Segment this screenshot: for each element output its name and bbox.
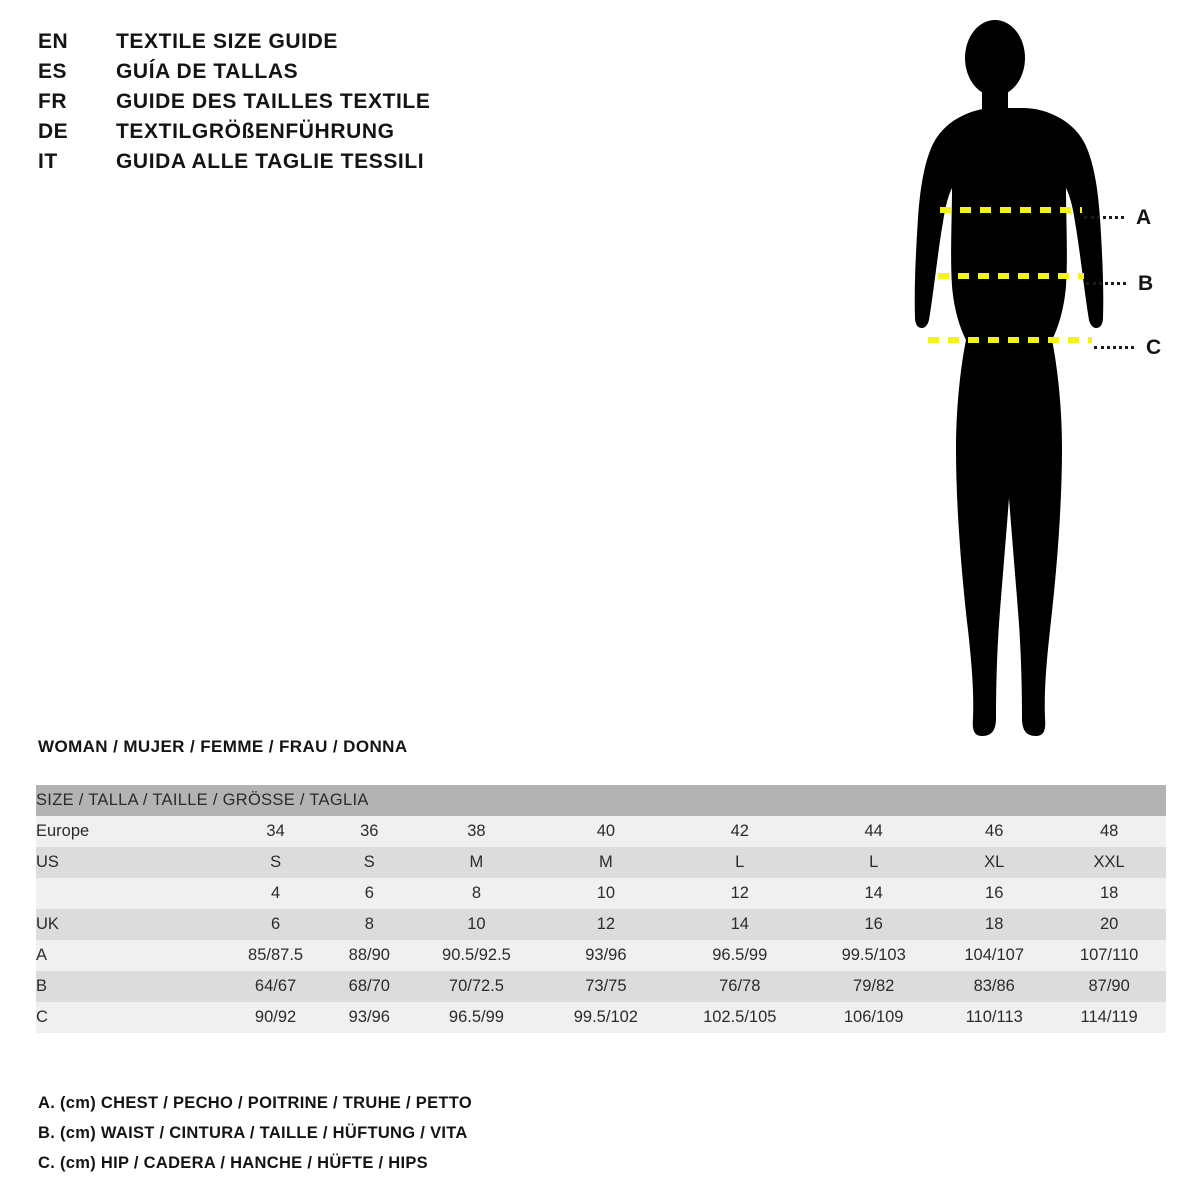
title-row [38, 150, 658, 180]
cell-uk-3: 10 [409, 909, 543, 940]
cell-uk-6: 16 [811, 909, 936, 940]
cell-europe-4: 40 [543, 816, 668, 847]
body-figure [860, 18, 1180, 748]
cell-a-2: 88/90 [329, 940, 409, 971]
table-row [36, 878, 1166, 909]
legend-block [38, 1088, 738, 1178]
cell-b-1: 64/67 [222, 971, 329, 1002]
cell-a-5: 96.5/99 [668, 940, 811, 971]
title-lang-en: EN [38, 30, 69, 53]
cell-b-3: 70/72.5 [409, 971, 543, 1002]
row-label-b: B [36, 971, 222, 1002]
cell-uk-8: 20 [1052, 909, 1166, 940]
cell-b-6: 79/82 [811, 971, 936, 1002]
leader-line-c-icon [1094, 346, 1134, 349]
title-lang-de: DE [38, 120, 69, 143]
cell-europe-8: 48 [1052, 816, 1166, 847]
cell-us-7: XL [936, 847, 1052, 878]
cell-us-2: S [329, 847, 409, 878]
cell-uk-7: 18 [936, 909, 1052, 940]
row-label-c: C [36, 1002, 222, 1033]
table-header-label: SIZE / TALLA / TAILLE / GRÖSSE / TAGLIA [36, 785, 1166, 816]
cell-us-8: XXL [1052, 847, 1166, 878]
cell-uk-1: 6 [222, 909, 329, 940]
female-silhouette-icon [860, 18, 1180, 748]
cell-europe-5: 42 [668, 816, 811, 847]
marker-label-c: C [1146, 335, 1162, 359]
row-label-uk: UK [36, 909, 222, 940]
legend-line-b: B. (cm) WAIST / CINTURA / TAILLE / HÜFTUNG / VITA [38, 1124, 468, 1142]
cell-usnum-1: 4 [222, 878, 329, 909]
cell-uk-5: 14 [668, 909, 811, 940]
table-row [36, 1002, 1166, 1033]
cell-c-4: 99.5/102 [543, 1002, 668, 1033]
marker-a [1084, 205, 1152, 229]
cell-b-7: 83/86 [936, 971, 1052, 1002]
cell-c-2: 93/96 [329, 1002, 409, 1033]
cell-us-1: S [222, 847, 329, 878]
cell-us-6: L [811, 847, 936, 878]
marker-label-b: B [1138, 271, 1154, 295]
table-row [36, 816, 1166, 847]
cell-b-2: 68/70 [329, 971, 409, 1002]
row-label-us-numeric [36, 878, 222, 909]
cell-c-7: 110/113 [936, 1002, 1052, 1033]
leader-line-b-icon [1086, 282, 1126, 285]
cell-us-5: L [668, 847, 811, 878]
title-row [38, 60, 658, 90]
cell-usnum-3: 8 [409, 878, 543, 909]
cell-a-6: 99.5/103 [811, 940, 936, 971]
cell-b-4: 73/75 [543, 971, 668, 1002]
title-row [38, 90, 658, 120]
table-row [36, 940, 1166, 971]
cell-a-8: 107/110 [1052, 940, 1166, 971]
cell-us-4: M [543, 847, 668, 878]
cell-europe-1: 34 [222, 816, 329, 847]
cell-europe-6: 44 [811, 816, 936, 847]
table-row [36, 909, 1166, 940]
size-table [36, 785, 1166, 1033]
table-row [36, 971, 1166, 1002]
marker-label-a: A [1136, 205, 1152, 229]
cell-europe-7: 46 [936, 816, 1052, 847]
row-label-europe: Europe [36, 816, 222, 847]
title-text-it: GUIDA ALLE TAGLIE TESSILI [116, 150, 425, 173]
cell-uk-4: 12 [543, 909, 668, 940]
cell-us-3: M [409, 847, 543, 878]
cell-a-7: 104/107 [936, 940, 1052, 971]
table-row [36, 847, 1166, 878]
cell-usnum-4: 10 [543, 878, 668, 909]
title-row [38, 30, 658, 60]
title-row [38, 120, 658, 150]
cell-usnum-2: 6 [329, 878, 409, 909]
table-header-row [36, 785, 1166, 816]
cell-c-3: 96.5/99 [409, 1002, 543, 1033]
leader-line-a-icon [1084, 216, 1124, 219]
cell-a-4: 93/96 [543, 940, 668, 971]
cell-b-8: 87/90 [1052, 971, 1166, 1002]
cell-usnum-7: 16 [936, 878, 1052, 909]
row-label-a: A [36, 940, 222, 971]
cell-b-5: 76/78 [668, 971, 811, 1002]
cell-c-8: 114/119 [1052, 1002, 1166, 1033]
cell-c-5: 102.5/105 [668, 1002, 811, 1033]
legend-line-a: A. (cm) CHEST / PECHO / POITRINE / TRUHE / PETTO [38, 1094, 472, 1112]
legend-line-c: C. (cm) HIP / CADERA / HANCHE / HÜFTE / HIPS [38, 1154, 428, 1172]
title-text-fr: GUIDE DES TAILLES TEXTILE [116, 90, 431, 113]
cell-europe-3: 38 [409, 816, 543, 847]
title-text-es: GUÍA DE TALLAS [116, 60, 299, 83]
section-title-woman: WOMAN / MUJER / FEMME / FRAU / DONNA [38, 737, 408, 756]
marker-c [1094, 335, 1162, 359]
cell-c-6: 106/109 [811, 1002, 936, 1033]
cell-usnum-6: 14 [811, 878, 936, 909]
row-label-us: US [36, 847, 222, 878]
title-lang-fr: FR [38, 90, 67, 113]
cell-a-1: 85/87.5 [222, 940, 329, 971]
title-lang-es: ES [38, 60, 68, 83]
cell-usnum-8: 18 [1052, 878, 1166, 909]
cell-c-1: 90/92 [222, 1002, 329, 1033]
title-lang-it: IT [38, 150, 58, 173]
cell-usnum-5: 12 [668, 878, 811, 909]
title-block [38, 30, 658, 180]
title-text-de: TEXTILGRÖßENFÜHRUNG [116, 120, 395, 143]
title-text-en: TEXTILE SIZE GUIDE [116, 30, 338, 53]
marker-b [1086, 271, 1154, 295]
cell-europe-2: 36 [329, 816, 409, 847]
cell-uk-2: 8 [329, 909, 409, 940]
cell-a-3: 90.5/92.5 [409, 940, 543, 971]
